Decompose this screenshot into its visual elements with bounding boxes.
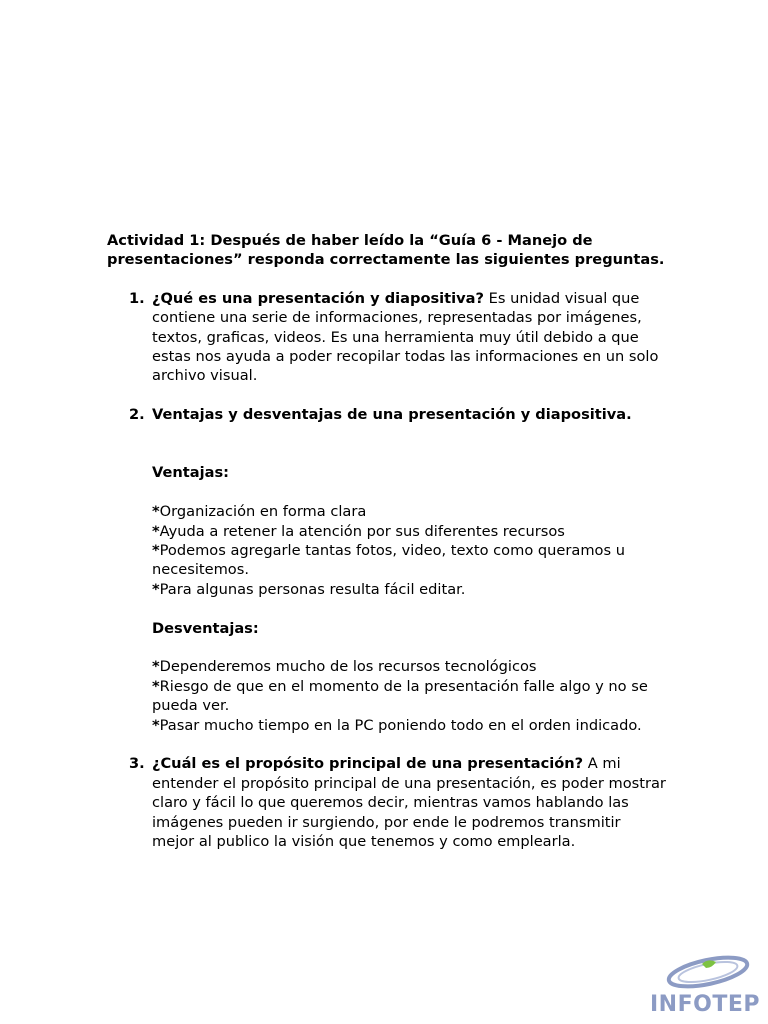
question-1 bbox=[107, 289, 667, 386]
list-item bbox=[152, 541, 667, 580]
bullet-marker: * bbox=[152, 522, 160, 540]
question-1-text: ¿Qué es una presentación y diapositiva? bbox=[152, 289, 484, 307]
list-item-text: Dependeremos mucho de los recursos tecnológicos bbox=[159, 658, 537, 676]
infotep-logo bbox=[650, 950, 760, 1020]
question-1-number: 1. bbox=[129, 289, 145, 307]
question-3 bbox=[107, 754, 667, 851]
desventajas-heading: Desventajas: bbox=[152, 619, 259, 637]
list-item bbox=[152, 716, 667, 735]
bullet-marker: * bbox=[152, 503, 160, 521]
activity-title: Actividad 1: Después de haber leído la “Guía 6 - Manejo de presentaciones” responda correctamente las siguientes preguntas. bbox=[107, 232, 665, 269]
list-item-text: Organización en forma clara bbox=[159, 503, 367, 521]
bullet-marker: * bbox=[152, 580, 160, 598]
list-item-text: Riesgo de que en el momento de la presentación falle algo y no se pueda ver. bbox=[152, 677, 648, 715]
desventajas-list bbox=[152, 657, 667, 735]
list-item-text: Pasar mucho tiempo en la PC poniendo todo en el orden indicado. bbox=[159, 716, 642, 734]
ventajas-list bbox=[152, 502, 667, 599]
question-1-answer: Es unidad visual que contiene una serie de informaciones, representadas por imágenes, textos, graficas, videos. Es una herramienta muy útil debido a que estas nos ayuda a poder recopilar todas las informaciones en un solo archivo visual. bbox=[152, 289, 659, 385]
bullet-marker: * bbox=[152, 716, 160, 734]
question-2-number: 2. bbox=[129, 406, 145, 424]
question-3-text: ¿Cuál es el propósito principal de una presentación? bbox=[152, 755, 584, 773]
question-3-number: 3. bbox=[129, 755, 145, 773]
list-item bbox=[152, 657, 667, 676]
logo-text: INFOTEP bbox=[650, 992, 760, 1017]
question-2 bbox=[107, 405, 667, 735]
bullet-marker: * bbox=[152, 677, 160, 695]
spacer bbox=[152, 425, 667, 444]
list-item bbox=[152, 522, 667, 541]
question-list bbox=[107, 289, 667, 852]
list-item bbox=[152, 502, 667, 521]
list-item-text: Para algunas personas resulta fácil editar. bbox=[159, 580, 466, 598]
document-body bbox=[107, 231, 667, 871]
question-2-text: Ventajas y desventajas de una presentación y diapositiva. bbox=[152, 406, 632, 424]
list-item bbox=[152, 677, 667, 716]
bullet-marker: * bbox=[152, 542, 160, 560]
bullet-marker: * bbox=[152, 658, 160, 676]
list-item-text: Ayuda a retener la atención por sus diferentes recursos bbox=[159, 522, 565, 540]
list-item bbox=[152, 580, 667, 599]
question-3-answer: A mi entender el propósito principal de una presentación, es poder mostrar claro y fácil lo que queremos decir, mientras vamos hablando las imágenes pueden ir surgiendo, por ende le podremos transmitir mejor al publico la visión que tenemos y como emplearla. bbox=[152, 755, 666, 851]
ventajas-heading: Ventajas: bbox=[152, 464, 229, 482]
list-item-text: Podemos agregarle tantas fotos, video, texto como queramos u necesitemos. bbox=[152, 542, 625, 579]
